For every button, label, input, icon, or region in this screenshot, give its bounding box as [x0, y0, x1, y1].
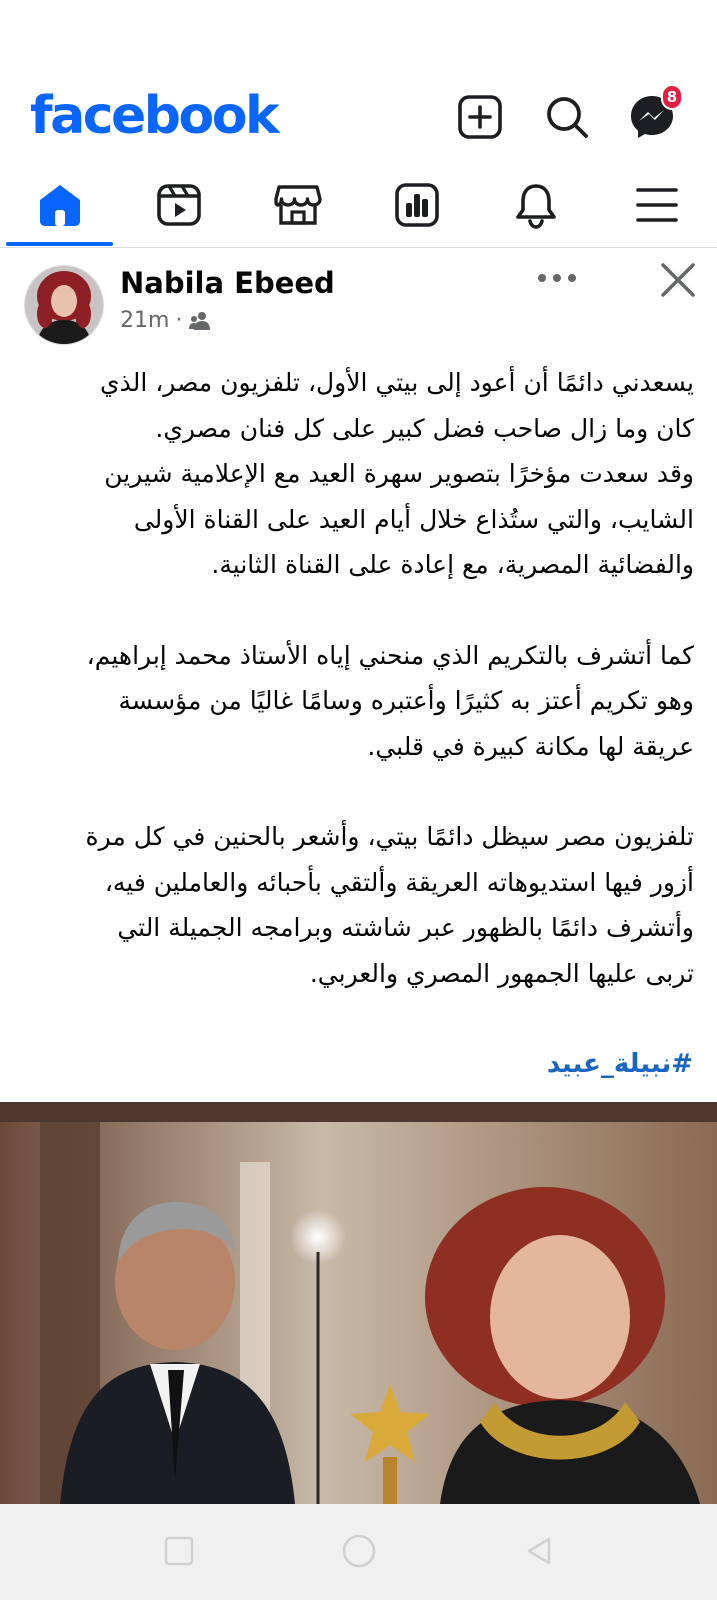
tab-dashboard[interactable]: [357, 165, 476, 245]
app-header: [0, 80, 717, 152]
video-icon: [155, 181, 203, 229]
post-text: [24, 360, 694, 996]
search-icon: [544, 94, 590, 140]
post-paragraph: يسعدني دائمًا أن أعود إلى بيتي الأول، تلفزيون مصر، الذي كان وما زال صاحب فضل كبير على كل فنان مصري. وقد سعدت مؤخرًا بتصوير سهرة العيد مع الإعلامية شيرين الشايب، والتي ستُذاع خلال أيام العيد على القناة الأولى والفضائية المصرية، مع إعادة على القناة الثانية.: [100, 368, 694, 579]
post-author[interactable]: Nabila Ebeed: [120, 266, 335, 300]
tab-marketplace[interactable]: [238, 165, 357, 245]
plus-square-icon: [457, 94, 503, 140]
profile-photo: [25, 266, 103, 344]
tab-menu[interactable]: [597, 165, 716, 245]
back-button[interactable]: [514, 1526, 564, 1576]
marketplace-icon: [273, 181, 323, 229]
hamburger-menu-icon: [634, 182, 680, 228]
square-icon: [163, 1535, 195, 1567]
post-meta: [120, 308, 212, 333]
more-options-button[interactable]: [536, 265, 578, 291]
notification-badge: 8: [661, 84, 683, 110]
system-navigation-bar: [0, 1504, 717, 1600]
tab-reels[interactable]: [119, 165, 238, 245]
post-paragraph: تلفزيون مصر سيظل دائمًا بيتي، وأشعر بالحنين في كل مرة أزور فيها استديوهاته العريقة وألتقي بأحبائه والعاملين فيه، وأتشرف دائمًا بالظهور عبر شاشته وبرامجه الجميلة التي تربى عليها الجمهور المصري والعربي.: [85, 822, 694, 988]
circle-icon: [341, 1533, 377, 1569]
hashtag-link[interactable]: #نبيلة_عبيد: [546, 1049, 693, 1079]
post-time[interactable]: 21m: [120, 308, 170, 333]
active-tab-indicator: [6, 242, 113, 246]
create-button[interactable]: [455, 92, 505, 142]
bell-icon: [512, 181, 560, 229]
tab-notifications[interactable]: [476, 165, 595, 245]
back-triangle-icon: [523, 1535, 555, 1567]
tab-home[interactable]: [0, 165, 119, 245]
close-icon: [660, 262, 696, 298]
avatar[interactable]: [24, 265, 104, 345]
home-system-button[interactable]: [334, 1526, 384, 1576]
ellipsis-icon: [537, 273, 577, 283]
messenger-button[interactable]: [627, 88, 678, 142]
friends-audience-icon: [188, 311, 212, 331]
home-icon: [36, 181, 84, 229]
post-photo[interactable]: [0, 1102, 717, 1504]
post-image: [0, 1102, 717, 1504]
facebook-logo[interactable]: facebook: [30, 86, 278, 146]
bar-chart-icon: [393, 181, 441, 229]
hide-post-button[interactable]: [656, 258, 700, 302]
recent-apps-button[interactable]: [154, 1526, 204, 1576]
post-paragraph: كما أتشرف بالتكريم الذي منحني إياه الأستاذ محمد إبراهيم، وهو تكريم أعتز به كثيرًا وأعتبره وسامًا غاليًا من مؤسسة عريقة لها مكانة كبيرة في قلبي.: [86, 640, 694, 761]
search-button[interactable]: [542, 92, 592, 142]
meta-separator: ·: [175, 308, 183, 333]
tab-bar: [0, 165, 717, 248]
